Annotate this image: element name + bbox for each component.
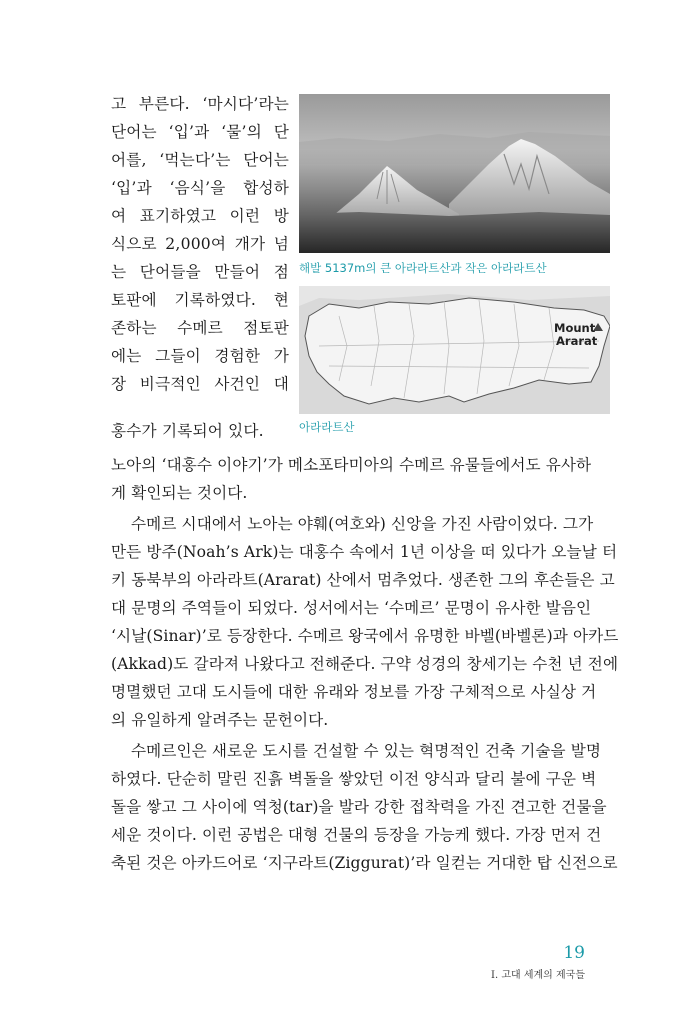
column-line: 장 비극적인 사건인 대 — [111, 375, 289, 393]
body-line: 명멸했던 고대 도시들에 대한 유래와 정보를 가장 구체적으로 사실상 거 — [111, 683, 597, 701]
body-line: 하였다. 단순히 말린 진흙 벽돌을 쌓았던 이전 양식과 달리 불에 구운 벽 — [111, 770, 597, 788]
column-line: 토판에 기록하였다. 현 — [111, 291, 289, 309]
column-line: 여 표기하였고 이런 방 — [111, 207, 289, 225]
mountain-photo — [299, 94, 610, 253]
column-line: 단어는 ‘입’과 ‘물’의 단 — [111, 123, 289, 141]
body-line: ‘시날(Sinar)’로 등장한다. 수메르 왕국에서 유명한 바벨(바벨론)과 아카드 — [111, 627, 619, 645]
map-label-line1: Mount — [554, 321, 596, 335]
body-line: 축된 것은 아카드어로 ‘지구라트(Ziggurat)’라 일컫는 거대한 탑 신전으로 — [111, 854, 618, 872]
body-line: 키 동북부의 아라라트(Ararat) 산에서 멈추었다. 생존한 그의 후손들은 고 — [111, 571, 615, 589]
column-line: 존하는 수메르 점토판 — [111, 319, 289, 337]
column-line: 에는 그들이 경험한 가 — [111, 347, 289, 365]
map-caption: 아라라트산 — [299, 420, 355, 434]
body-line: 돌을 쌓고 그 사이에 역청(tar)을 발라 강한 접착력을 가진 견고한 건물을 — [111, 798, 607, 816]
body-line: 대 문명의 주역들이 되었다. 성서에서는 ‘수메르’ 문명이 유사한 발음인 — [111, 599, 592, 617]
column-line: 홍수가 기록되어 있다. — [111, 422, 264, 440]
column-line: 고 부른다. ‘마시다’라는 — [111, 95, 289, 113]
body-line: 세운 것이다. 이런 공법은 대형 건물의 등장을 가능케 했다. 가장 먼저 건 — [111, 826, 602, 844]
column-line: 는 단어들을 만들어 점 — [111, 263, 289, 281]
column-line: 식으로 2,000여 개가 넘 — [111, 235, 289, 253]
running-title: I. 고대 세계의 제국들 — [491, 970, 585, 981]
column-line: ‘입’과 ‘음식’을 합성하 — [111, 179, 289, 197]
body-line: 의 유일하게 알려주는 문헌이다. — [111, 711, 329, 729]
column-line: 어를, ‘먹는다’는 단어는 — [111, 151, 289, 169]
body-line: 만든 방주(Noah’s Ark)는 대홍수 속에서 1년 이상을 떠 있다가 오늘날 터 — [111, 543, 618, 561]
photo-caption: 해발 5137m의 큰 아라라트산과 작은 아라라트산 — [299, 261, 547, 275]
page-number: 19 — [563, 943, 585, 963]
body-line: 게 확인되는 것이다. — [111, 484, 248, 502]
turkey-map — [299, 286, 610, 414]
map-label-line2: Ararat — [556, 334, 598, 348]
body-line: 수메르 시대에서 노아는 야훼(여호와) 신앙을 가진 사람이었다. 그가 — [131, 515, 594, 533]
body-line: 노아의 ‘대홍수 이야기’가 메소포타미아의 수메르 유물들에서도 유사하 — [111, 456, 592, 474]
body-line: 수메르인은 새로운 도시를 건설할 수 있는 혁명적인 건축 기술을 발명 — [131, 742, 602, 760]
body-line: (Akkad)도 갈라져 나왔다고 전해준다. 구약 성경의 창세기는 수천 년 전에 — [111, 655, 619, 673]
